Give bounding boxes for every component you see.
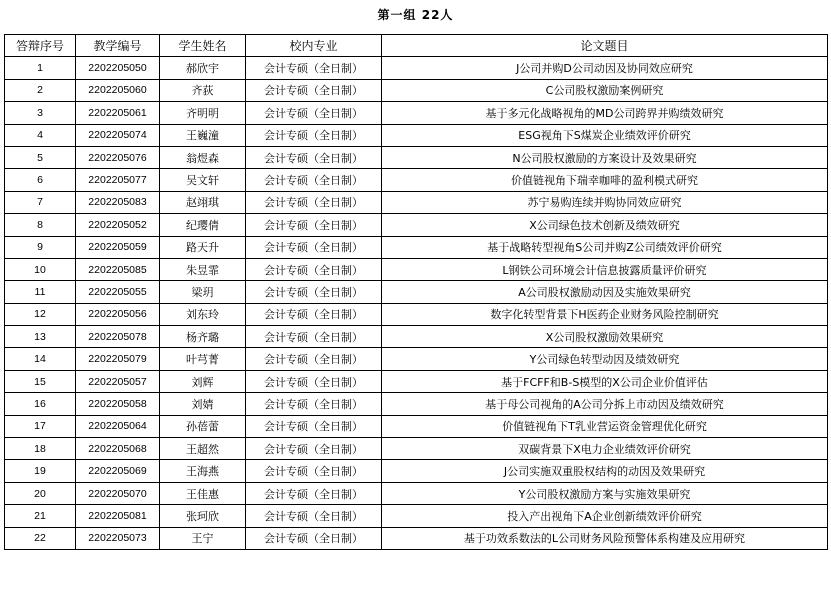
thesis-title-cell: 基于战略转型视角S公司并购Z公司绩效评价研究 — [382, 236, 828, 258]
table-row — [5, 415, 828, 437]
student-name-cell: 刘婧 — [160, 393, 246, 415]
table-row — [5, 348, 828, 370]
defense-order-cell: 22 — [5, 527, 76, 549]
table-row — [5, 236, 828, 258]
thesis-title-cell: X公司绿色技术创新及绩效研究 — [382, 214, 828, 236]
student-id-cell: 2202205050 — [76, 57, 160, 79]
major-cell: 会计专硕（全日制） — [246, 57, 382, 79]
student-id-cell: 2202205077 — [76, 169, 160, 191]
student-name-cell: 孙蓓蕾 — [160, 415, 246, 437]
defense-order-cell: 18 — [5, 438, 76, 460]
student-id-cell: 2202205069 — [76, 460, 160, 482]
major-cell: 会计专硕（全日制） — [246, 348, 382, 370]
thesis-defense-table — [4, 34, 828, 550]
defense-order-cell: 15 — [5, 370, 76, 392]
table-row — [5, 258, 828, 280]
defense-order-cell: 21 — [5, 505, 76, 527]
thesis-title-cell: A公司股权激励动因及实施效果研究 — [382, 281, 828, 303]
student-id-cell: 2202205078 — [76, 326, 160, 348]
major-cell: 会计专硕（全日制） — [246, 214, 382, 236]
defense-order-cell: 2 — [5, 79, 76, 101]
student-id-cell: 2202205058 — [76, 393, 160, 415]
thesis-title-cell: J公司实施双重股权结构的动因及效果研究 — [382, 460, 828, 482]
student-id-cell: 2202205060 — [76, 79, 160, 101]
student-name-cell: 朱昱霏 — [160, 258, 246, 280]
student-name-cell: 吴文轩 — [160, 169, 246, 191]
defense-order-cell: 12 — [5, 303, 76, 325]
table-row — [5, 191, 828, 213]
major-cell: 会计专硕（全日制） — [246, 527, 382, 549]
student-name-cell: 王佳惠 — [160, 482, 246, 504]
table-row — [5, 370, 828, 392]
student-name-cell: 齐荻 — [160, 79, 246, 101]
defense-order-cell: 3 — [5, 102, 76, 124]
table-row — [5, 326, 828, 348]
thesis-title-cell: 投入产出视角下A企业创新绩效评价研究 — [382, 505, 828, 527]
major-cell: 会计专硕（全日制） — [246, 169, 382, 191]
thesis-title-cell: 基于母公司视角的A公司分拆上市动因及绩效研究 — [382, 393, 828, 415]
student-id-cell: 2202205064 — [76, 415, 160, 437]
student-name-cell: 王海燕 — [160, 460, 246, 482]
student-id-cell: 2202205074 — [76, 124, 160, 146]
major-cell: 会计专硕（全日制） — [246, 460, 382, 482]
defense-order-cell: 4 — [5, 124, 76, 146]
major-cell: 会计专硕（全日制） — [246, 281, 382, 303]
thesis-title-cell: X公司股权激励效果研究 — [382, 326, 828, 348]
major-cell: 会计专硕（全日制） — [246, 258, 382, 280]
major-cell: 会计专硕（全日制） — [246, 146, 382, 168]
student-name-cell: 杨齐璐 — [160, 326, 246, 348]
major-cell: 会计专硕（全日制） — [246, 438, 382, 460]
thesis-title-cell: Y公司绿色转型动因及绩效研究 — [382, 348, 828, 370]
defense-order-cell: 1 — [5, 57, 76, 79]
defense-order-cell: 20 — [5, 482, 76, 504]
thesis-title-cell: 基于多元化战略视角的MD公司跨界并购绩效研究 — [382, 102, 828, 124]
student-id-cell: 2202205085 — [76, 258, 160, 280]
thesis-title-cell: L钢铁公司环境会计信息披露质量评价研究 — [382, 258, 828, 280]
student-name-cell: 郝欣宇 — [160, 57, 246, 79]
major-cell: 会计专硕（全日制） — [246, 124, 382, 146]
table-row — [5, 214, 828, 236]
thesis-title-cell: C公司股权激励案例研究 — [382, 79, 828, 101]
thesis-title-cell: 基于FCFF和B-S模型的X公司企业价值评估 — [382, 370, 828, 392]
thesis-title-cell: Y公司股权激励方案与实施效果研究 — [382, 482, 828, 504]
header-row — [5, 35, 828, 57]
defense-order-cell: 6 — [5, 169, 76, 191]
defense-order-cell: 13 — [5, 326, 76, 348]
student-name-cell: 王巍潼 — [160, 124, 246, 146]
student-id-cell: 2202205083 — [76, 191, 160, 213]
defense-order-cell: 11 — [5, 281, 76, 303]
major-cell: 会计专硕（全日制） — [246, 303, 382, 325]
defense-order-cell: 16 — [5, 393, 76, 415]
table-row — [5, 124, 828, 146]
header-student-name: 学生姓名 — [160, 35, 246, 57]
table-row — [5, 79, 828, 101]
student-id-cell: 2202205073 — [76, 527, 160, 549]
student-id-cell: 2202205055 — [76, 281, 160, 303]
header-major: 校内专业 — [246, 35, 382, 57]
student-id-cell: 2202205070 — [76, 482, 160, 504]
table-row — [5, 527, 828, 549]
student-id-cell: 2202205076 — [76, 146, 160, 168]
thesis-title-cell: 双碳背景下X电力企业绩效评价研究 — [382, 438, 828, 460]
major-cell: 会计专硕（全日制） — [246, 236, 382, 258]
student-id-cell: 2202205079 — [76, 348, 160, 370]
student-name-cell: 刘辉 — [160, 370, 246, 392]
table-row — [5, 146, 828, 168]
table-row — [5, 281, 828, 303]
student-name-cell: 翁煜森 — [160, 146, 246, 168]
thesis-title-cell: 价值链视角下T乳业营运资金管理优化研究 — [382, 415, 828, 437]
table-row — [5, 505, 828, 527]
major-cell: 会计专硕（全日制） — [246, 505, 382, 527]
student-id-cell: 2202205059 — [76, 236, 160, 258]
table-body — [5, 57, 828, 550]
defense-order-cell: 17 — [5, 415, 76, 437]
defense-order-cell: 8 — [5, 214, 76, 236]
defense-order-cell: 7 — [5, 191, 76, 213]
thesis-title-cell: 数字化转型背景下H医药企业财务风险控制研究 — [382, 303, 828, 325]
major-cell: 会计专硕（全日制） — [246, 482, 382, 504]
major-cell: 会计专硕（全日制） — [246, 79, 382, 101]
defense-order-cell: 19 — [5, 460, 76, 482]
group-title: 第一组 22人 — [377, 8, 454, 22]
thesis-title-cell: N公司股权激励的方案设计及效果研究 — [382, 146, 828, 168]
major-cell: 会计专硕（全日制） — [246, 393, 382, 415]
thesis-title-cell: 苏宁易购连续并购协同效应研究 — [382, 191, 828, 213]
student-name-cell: 刘东玲 — [160, 303, 246, 325]
major-cell: 会计专硕（全日制） — [246, 191, 382, 213]
thesis-title-cell: 基于功效系数法的L公司财务风险预警体系构建及应用研究 — [382, 527, 828, 549]
major-cell: 会计专硕（全日制） — [246, 102, 382, 124]
thesis-title-cell: 价值链视角下瑞幸咖啡的盈利模式研究 — [382, 169, 828, 191]
major-cell: 会计专硕（全日制） — [246, 370, 382, 392]
student-name-cell: 路天升 — [160, 236, 246, 258]
table-row — [5, 460, 828, 482]
header-student-id: 教学编号 — [76, 35, 160, 57]
major-cell: 会计专硕（全日制） — [246, 415, 382, 437]
defense-order-cell: 10 — [5, 258, 76, 280]
table-row — [5, 438, 828, 460]
student-id-cell: 2202205061 — [76, 102, 160, 124]
student-id-cell: 2202205081 — [76, 505, 160, 527]
student-name-cell: 纪璎倩 — [160, 214, 246, 236]
table-row — [5, 303, 828, 325]
student-name-cell: 梁玥 — [160, 281, 246, 303]
table-row — [5, 169, 828, 191]
defense-order-cell: 5 — [5, 146, 76, 168]
table-row — [5, 482, 828, 504]
table-row — [5, 57, 828, 79]
defense-order-cell: 14 — [5, 348, 76, 370]
header-defense-order: 答辩序号 — [5, 35, 76, 57]
student-id-cell: 2202205057 — [76, 370, 160, 392]
student-name-cell: 张珂欣 — [160, 505, 246, 527]
student-name-cell: 赵翊琪 — [160, 191, 246, 213]
student-name-cell: 王超然 — [160, 438, 246, 460]
student-name-cell: 王宁 — [160, 527, 246, 549]
header-thesis-title: 论文题目 — [382, 35, 828, 57]
defense-order-cell: 9 — [5, 236, 76, 258]
table-row — [5, 393, 828, 415]
student-name-cell: 叶芎菁 — [160, 348, 246, 370]
major-cell: 会计专硕（全日制） — [246, 326, 382, 348]
table-row — [5, 102, 828, 124]
student-name-cell: 齐明明 — [160, 102, 246, 124]
thesis-title-cell: ESG视角下S煤炭企业绩效评价研究 — [382, 124, 828, 146]
thesis-title-cell: J公司并购D公司动因及协同效应研究 — [382, 57, 828, 79]
student-id-cell: 2202205056 — [76, 303, 160, 325]
student-id-cell: 2202205052 — [76, 214, 160, 236]
student-id-cell: 2202205068 — [76, 438, 160, 460]
